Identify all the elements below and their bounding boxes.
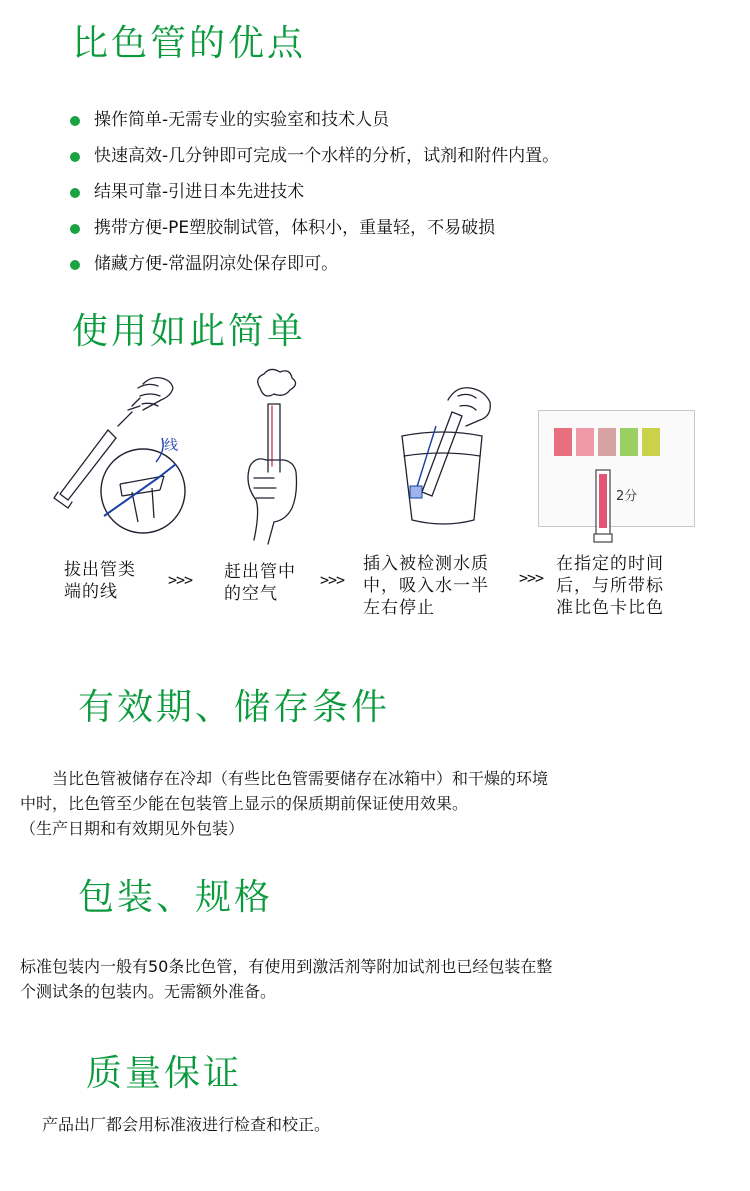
step-2-line-2: 的空气 [224,584,278,604]
list-item-text: 操作简单-无需专业的实验室和技术人员 [94,110,390,130]
swatch-3 [598,428,616,456]
swatch-2 [576,428,594,456]
quality-heading: 质量保证 [86,1053,243,1094]
list-item-text: 快速高效-几分钟即可完成一个水样的分析，试剂和附件内置。 [94,146,560,166]
bullet-icon [70,188,80,198]
step-arrow-2: >>> [320,571,345,589]
list-item-text: 携带方便-PE塑胶制试管，体积小，重量轻，不易破损 [94,218,496,238]
step-4-line-2: 后，与所带标 [556,576,664,596]
shelf-life-line-2: 中时，比色管至少能在包装管上显示的保质期前保证使用效果。 [20,794,469,813]
shelf-life-heading: 有效期、储存条件 [78,687,391,728]
swatch-1 [554,428,572,456]
step-3-line-3: 左右停止 [363,598,435,618]
insert-water-illustration [382,372,502,532]
step-arrow-1: >>> [168,571,193,589]
step-2-line-1: 赶出管中 [224,562,296,582]
advantages-heading: 比色管的优点 [72,23,307,64]
step-1-text [64,559,136,603]
swatch-5 [642,428,660,456]
packaging-line-1: 标准包装内一般有50条比色管，有使用到激活剂等附加试剂也已经包装在整 [20,957,553,976]
packaging-line-2: 个测试条的包装内。无需额外准备。 [20,982,277,1001]
step-4-line-3: 准比色卡比色 [556,598,664,618]
step-4-text [556,553,664,619]
step-3-line-2: 中，吸入水一半 [363,576,489,596]
list-item [70,214,559,250]
list-item-text: 结果可靠-引进日本先进技术 [94,182,305,202]
step-1-line-2: 端的线 [64,582,118,602]
bullet-icon [70,152,80,162]
packaging-heading: 包装、规格 [78,877,274,918]
list-item [70,178,559,214]
packaging-paragraph [20,954,742,1004]
quality-text: 产品出厂都会用标准液进行检查和校正。 [42,1115,331,1134]
bullet-icon [70,224,80,234]
step-arrow-3: >>> [519,569,544,587]
shelf-life-line-1: 当比色管被储存在冷却（有些比色管需要储存在冰箱中）和干燥的环境 [20,769,549,788]
advantages-list [70,106,559,286]
pull-thread-illustration [48,366,198,546]
list-item [70,106,559,142]
shelf-life-paragraph [20,766,742,841]
bullet-icon [70,116,80,126]
step-3-line-1: 插入被检测水质 [363,554,489,574]
list-item-text: 储藏方便-常温阴凉处保存即可。 [94,254,339,274]
color-chart-illustration [538,410,700,546]
shelf-life-line-3: （生产日期和有效期见外包装） [20,819,245,838]
thread-label: 线 [164,438,178,454]
time-label: 2分 [616,489,638,504]
bullet-icon [70,260,80,270]
usage-heading: 使用如此简单 [72,311,307,352]
step-4-line-1: 在指定的时间 [556,554,664,574]
step-2-text [224,561,296,605]
swatch-4 [620,428,638,456]
list-item [70,142,559,178]
step-3-text [363,553,489,619]
quality-paragraph [42,1112,722,1137]
step-1-line-1: 拔出管类 [64,560,136,580]
squeeze-air-illustration [232,366,332,546]
list-item [70,250,559,286]
